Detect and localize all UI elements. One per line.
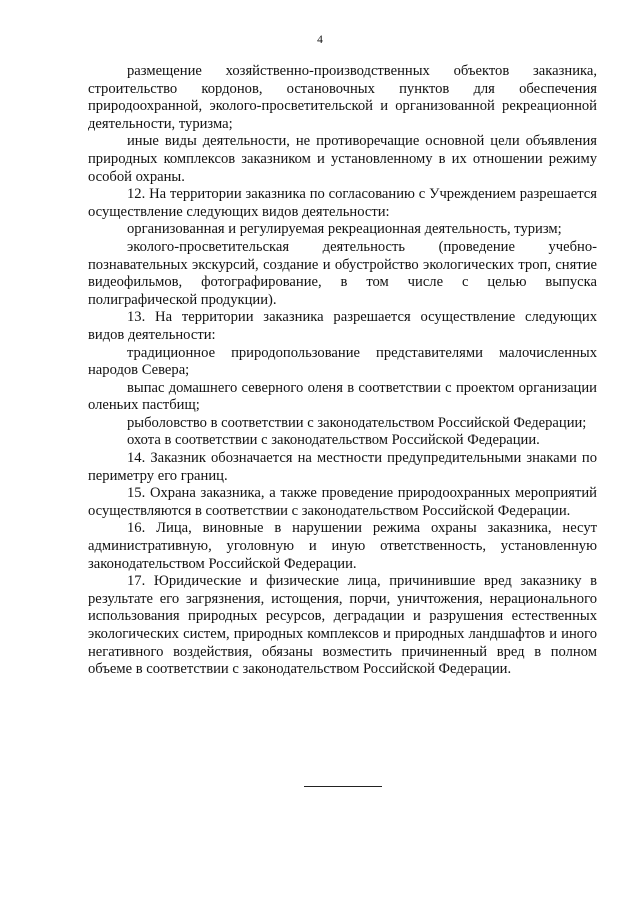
list-item-hunting: охота в соответствии с законодательством Российской Федерации. [127, 432, 540, 449]
list-item-fishing: рыболовство в соответствии с законодательством Российской Федерации; [127, 414, 587, 431]
page-number: 4 [317, 34, 323, 46]
paragraph-other-activities: иные виды деятельности, не противоречащие основной цели объявления природных комплексов заказником и установленному в их отношении режиму особой охраны. [88, 133, 597, 185]
paragraph-placement-of-facilities: размещение хозяйственно-производственных объектов заказника, строительство кордонов, остановочных пунктов для обеспечения природоохранной, эколого-просветительской и организованной рекреационной деятельности, туризма; [88, 63, 597, 132]
clause-13: 13. На территории заказника разрешается осуществление следующих видов деятельности: [88, 309, 597, 343]
clause-17: 17. Юридические и физические лица, причинившие вред заказнику в результате его загрязнения, истощения, порчи, уничтожения, нерационального использования природных ресурсов, деградации и разрушения естественных экологических систем, природных комплексов и природных ландшафтов и иного негативного воздействия, обязаны возместить причиненный вред в полном объеме в соответствии с законодательством Российской Федерации. [88, 573, 597, 678]
end-of-document-rule [304, 786, 382, 787]
list-item-reindeer-grazing: выпас домашнего северного оленя в соответствии с проектом организации оленьих пастбищ; [88, 379, 597, 414]
document-body [88, 63, 597, 679]
list-item-recreation: организованная и регулируемая рекреационная деятельность, туризм; [127, 221, 562, 238]
clause-15: 15. Охрана заказника, а также проведение природоохранных мероприятий осуществляются в соответствии с законодательством Российской Федерации. [88, 485, 597, 519]
clause-12: 12. На территории заказника по согласованию с Учреждением разрешается осуществление следующих видов деятельности: [88, 186, 597, 220]
clause-14: 14. Заказник обозначается на местности предупредительными знаками по периметру его границ. [88, 450, 597, 484]
list-item-traditional-use: традиционное природопользование представителями малочисленных народов Севера; [88, 344, 597, 379]
clause-16: 16. Лица, виновные в нарушении режима охраны заказника, несут административную, уголовную и иную ответственность, установленную законодательством Российской Федерации. [88, 520, 597, 572]
list-item-eco-education: эколого-просветительская деятельность (проведение учебно-познавательных экскурсий, создание и обустройство экологических троп, снятие видеофильмов, фотографирование, в том числе с целью выпуска полиграфической продукции). [88, 238, 597, 308]
